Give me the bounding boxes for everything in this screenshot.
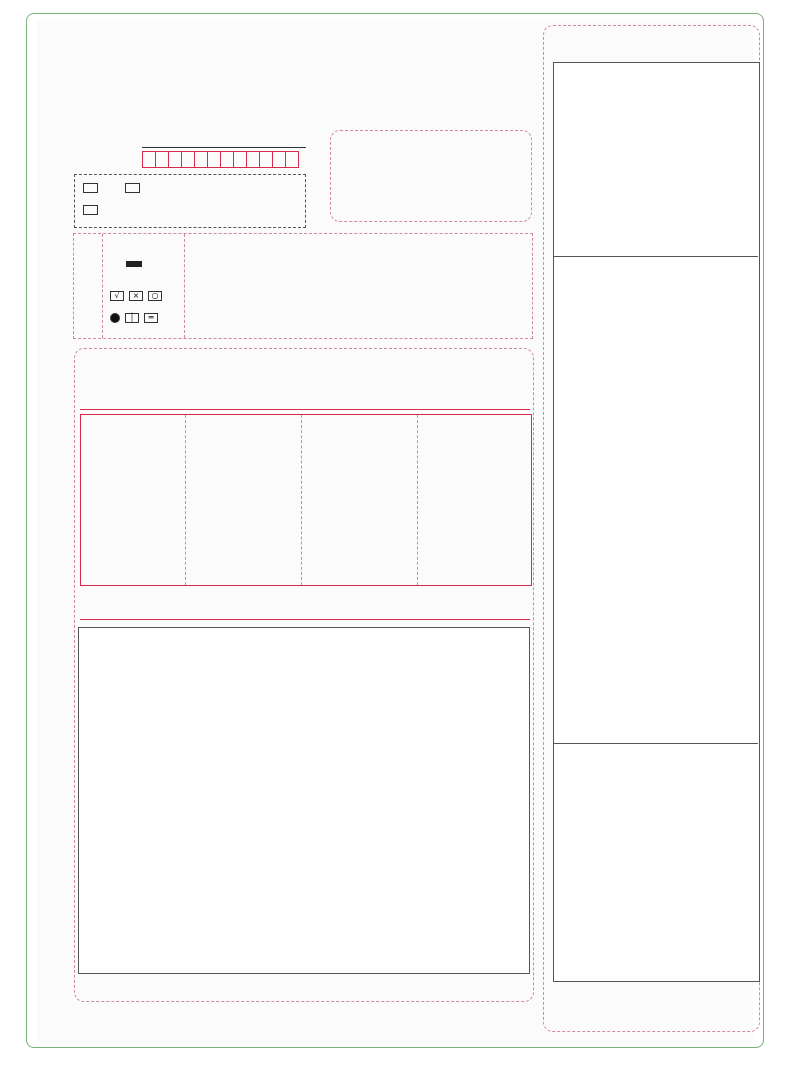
divider-37 [553,256,758,257]
correct-fill-sample [126,261,142,267]
notes-box [73,233,533,339]
mcq-grid [80,414,532,586]
absent-box[interactable] [83,205,98,215]
type-a-box[interactable] [83,183,98,193]
name-field[interactable] [142,147,306,148]
type-b-box[interactable] [125,183,140,193]
wrong-fill-samples: √ × ○ │ ═ [110,285,180,326]
paper-type-box [74,174,306,228]
exam-id-field[interactable] [142,151,298,168]
answer-box-36[interactable] [78,627,530,974]
divider-38 [553,743,758,744]
barcode-area [330,130,532,222]
answer-box-right[interactable] [553,62,760,982]
